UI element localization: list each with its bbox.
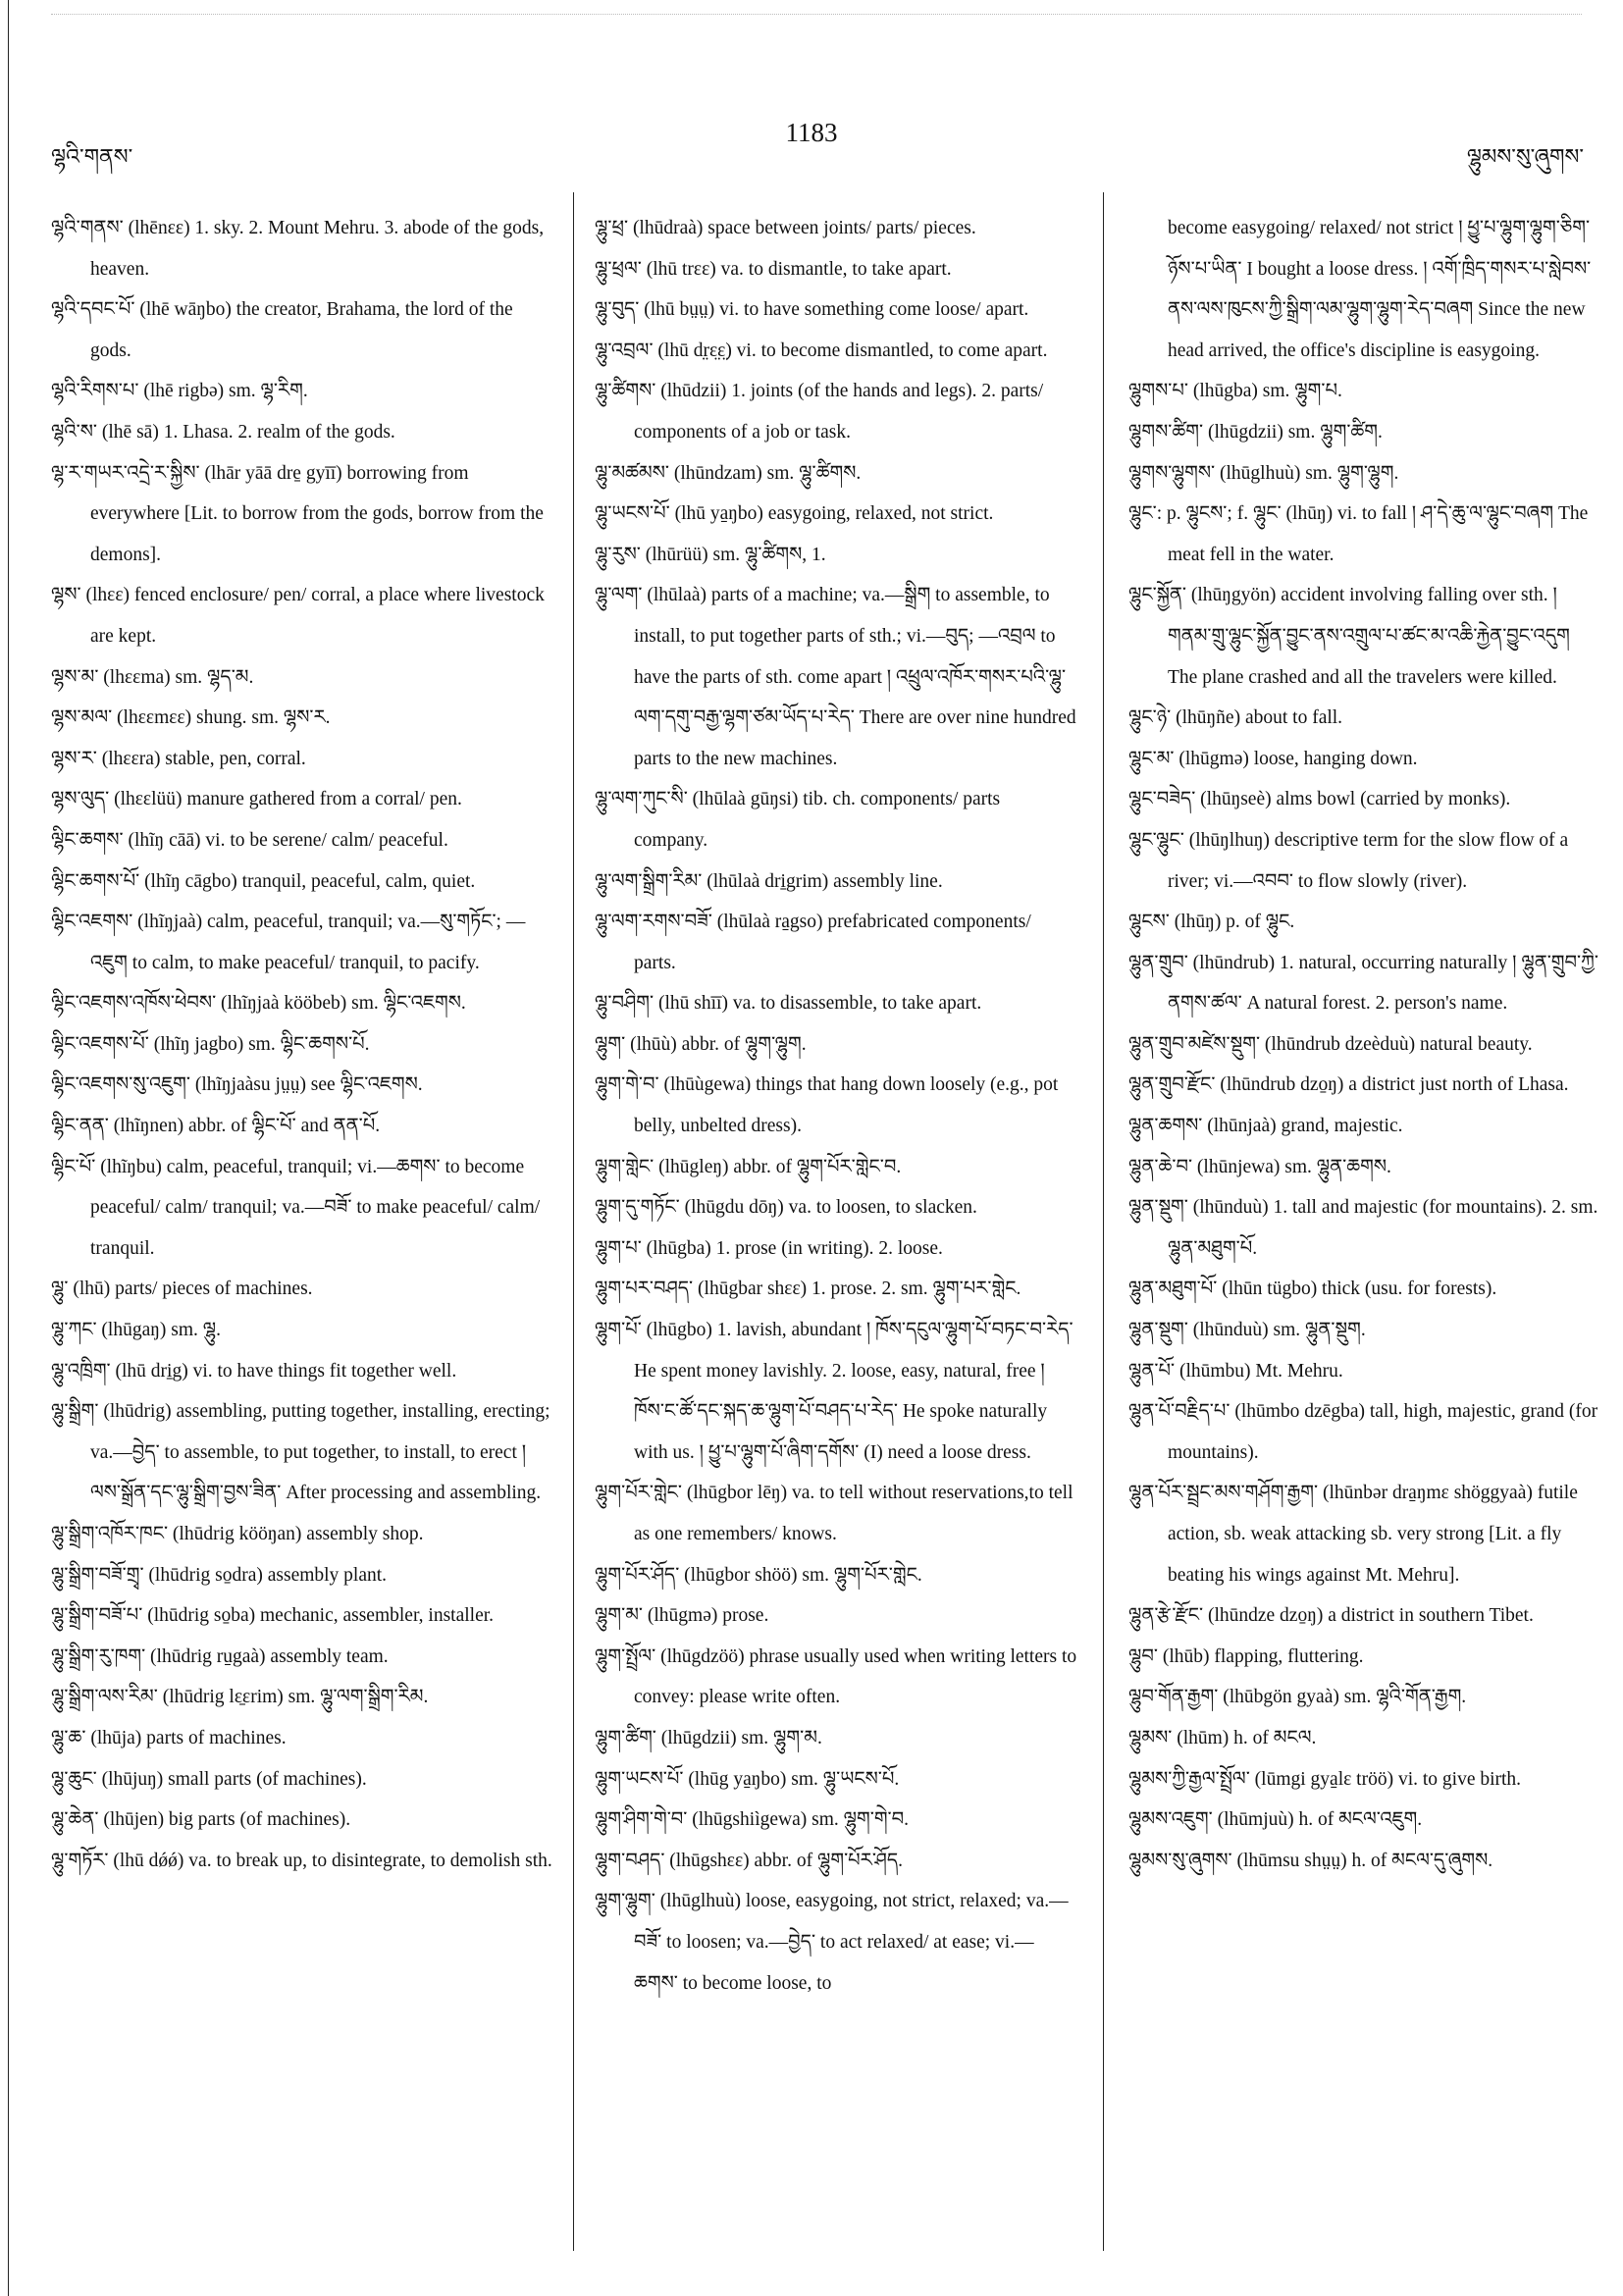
dictionary-entry: ལྷིང་འཇགས་འཁོས་ཕེབས་ (lhĩŋjaà kööbeb) sm. ལྷིང་འཇགས. — [51, 993, 466, 1015]
dictionary-entry: ལྷུག་མ་ (lhūgmə) prose. — [595, 1605, 769, 1627]
dictionary-entry: ལྷིང་པོ་ (lhĩŋbu) calm, peaceful, tranquil; vi.—ཆགས་ to become peaceful/ calm/ tranquil; va.—བཟོ་ to make peaceful/ calm/ tranquil. — [51, 1156, 541, 1259]
dictionary-entry: ལྷུག་ཤིག་གེ་བ་ (lhūgshiìgewa) sm. ལྷུག་གེ་བ. — [595, 1809, 910, 1831]
dictionary-entry: ལྷུ་ཆ་ (lhūja) parts of machines. — [51, 1727, 287, 1748]
dictionary-entry: ལྷིང་ཆགས་པོ་ (lhĩŋ cāgbo) tranquil, peaceful, calm, quiet. — [51, 870, 476, 892]
dictionary-entry: ལྷུ་ (lhū) parts/ pieces of machines. — [51, 1278, 313, 1300]
column-divider-1 — [573, 192, 574, 2251]
dictionary-entry: ལྷུན་གྲུབ་མཛེས་སྡུག་ (lhūndrub dzeèduù) natural beauty. — [1128, 1033, 1533, 1055]
running-head-right: ལྷུམས་སུ་ཞུགས་ — [1466, 144, 1584, 169]
dictionary-entry: ལྷུན་ཆེ་བ་ (lhūnjewa) sm. ལྷུན་ཆགས. — [1128, 1156, 1391, 1177]
dictionary-entry: ལྷུ་ཆུང་ (lhūjuŋ) small parts (of machines). — [51, 1768, 367, 1790]
dictionary-entry: ལྷུན་མཐུག་པོ་ (lhūn tügbo) thick (usu. for forests). — [1128, 1278, 1497, 1300]
dictionary-entry: ལྷུག་ཡངས་པོ་ (lhūg ya̱ŋbo) sm. ལྷུ་ཡངས་པོ. — [595, 1768, 900, 1790]
dictionary-entry: ལྷའི་དབང་པོ་ (lhē wāŋbo) the creator, Brahama, the lord of the gods. — [51, 299, 513, 361]
column-divider-2 — [1103, 192, 1104, 2251]
dictionary-entry: ལྷིང་ཆགས་ (lhĩŋ cāā) vi. to be serene/ calm/ peaceful. — [51, 829, 448, 851]
dictionary-entry: ལྷུམས་སུ་ཞུགས་ (lhūmsu shṳṳ) h. of མངལ་དུ་ཞུགས. — [1128, 1850, 1493, 1871]
dictionary-entry: ལྷུན་སྡུག་ (lhūnduù) sm. ལྷུན་སྡུག. — [1128, 1320, 1366, 1341]
dictionary-entry: ལྷུགས་པ་ (lhūgba) sm. ལྷུག་པ. — [1128, 381, 1342, 402]
dictionary-entry: ལྷིང་འཇགས་ (lhĩŋjaà) calm, peaceful, tranquil; va.—སུ་གཏོང་; —འཇུག to calm, to make peaceful/ tranquil, to pacify. — [51, 912, 526, 973]
dictionary-entry: ལྷུ་བཤིག་ (lhū shīī) va. to disassemble, to take apart. — [595, 993, 982, 1015]
dictionary-entry: ལྷུང་ལྷུང་ (lhūŋlhuŋ) descriptive term for the slow flow of a river; vi.—འབབ་ to flow slowly (river). — [1128, 829, 1569, 892]
dictionary-entry: ལྷུང་སྐྱོན་ (lhūŋgyön) accident involving falling over sth. ། གནམ་གྲུ་ལྷུང་སྐྱོན་བྱུང་ནས་འགྲུལ་པ་ཚང་མ་འཆི་རྐྱེན་བྱུང་འདུག The plane crashed and all the travelers were killed. — [1128, 585, 1570, 688]
dictionary-entry: ལྷས་ར་ (lhεεra) stable, pen, corral. — [51, 748, 306, 769]
dictionary-entry: ལྷུ་ཆེན་ (lhūjen) big parts (of machines). — [51, 1809, 351, 1831]
dictionary-entry: ལྷའི་རིགས་པ་ (lhē rigbə) sm. ལྷ་རིག. — [51, 381, 308, 402]
dictionary-entry: ལྷུབ་གོན་རྒྱག་ (lhūbgön gyaà) sm. ལྷའི་གོན་རྒྱག. — [1128, 1687, 1467, 1708]
dictionary-entry: ལྷ་ར་གཡར་འདྲེ་ར་སྐྱིས་ (lhār yāā dre̱ gyīī) borrowing from everywhere [Lit. to borrow from the gods, borrow from the demons]. — [51, 462, 544, 565]
dictionary-entry: ལྷུམས་འཇུག་ (lhūmjuù) h. of མངལ་འཇུག. — [1128, 1809, 1423, 1831]
dictionary-entry: become easygoing/ relaxed/ not strict ། ཕྱུ་པ་ལྷུག་ལྷུག་ཅིག་ཉོས་པ་ཡིན་ I bought a loose dress. ། འགོ་ཁྲིད་གསར་པ་སླེབས་ནས་ལས་ཁུངས་ཀྱི་སྒྲིག་ལམ་ལྷུག་ལྷུག་རེད་བཞག Since the new head arrived, the office's discipline is easygoing. — [1168, 218, 1592, 361]
dictionary-entry: ལྷུག་གླེང་ (lhūgleŋ) abbr. of ལྷུག་པོར་གླེང་བ. — [595, 1156, 902, 1177]
dictionary-entry: ལྷུག་པོར་གླེང་ (lhūgbor lēŋ) va. to tell without reservations,to tell as one remembers/ knows. — [595, 1483, 1073, 1544]
dictionary-entry: ལྷུག་པར་བཤད་ (lhūgbar shεε) 1. prose. 2. sm. ལྷུག་པར་གླེང. — [595, 1278, 1021, 1300]
dictionary-entry: ལྷུ་ཡངས་པོ་ (lhū ya̱ŋbo) easygoing, relaxed, not strict. — [595, 503, 994, 525]
dictionary-entry: ལྷུང་ཉེ་ (lhūŋñe) about to fall. — [1128, 707, 1343, 729]
dictionary-entry: ལྷིང་འཇགས་པོ་ (lhĩŋ jagbo) sm. ལྷིང་ཆགས་པོ. — [51, 1033, 370, 1055]
dictionary-entry: ལྷུ་བུད་ (lhū bṳṳ) vi. to have something come loose/ apart. — [595, 299, 1029, 321]
dictionary-entry: ལྷུ་ལག་རགས་བཟོ་ (lhūlaà ra̱gso) prefabricated components/ parts. — [595, 912, 1031, 973]
dictionary-entry: ལྷུག་པ་ (lhūgba) 1. prose (in writing). 2. loose. — [595, 1237, 943, 1259]
dictionary-entry: ལྷུག་སྤྲོལ་ (lhūgdzöö) phrase usually used when writing letters to convey: please write often. — [595, 1645, 1077, 1708]
dictionary-entry: ལྷུ་ཕྲ་ (lhūdraà) space between joints/ parts/ pieces. — [595, 218, 976, 238]
dictionary-entry: ལྷས་ (lhεε) fenced enclosure/ pen/ corral, a place where livestock are kept. — [51, 585, 545, 647]
dictionary-entry: ལྷུ་སྒྲིག་བཟོ་པ་ (lhūdrig so̱ba) mechanic, assembler, installer. — [51, 1605, 495, 1627]
dictionary-entry: ལྷུ་ཚིགས་ (lhūdzii) 1. joints (of the hands and legs). 2. parts/ components of a job or task. — [595, 381, 1044, 443]
column-1 — [51, 208, 553, 1881]
dictionary-entry: ལྷུག་ (lhūù) abbr. of ལྷུག་ལྷུག. — [595, 1033, 807, 1055]
dictionary-entry: ལྷུག་བཤད་ (lhūgshεε) abbr. of ལྷུག་པོར་ཤོད. — [595, 1850, 904, 1871]
dictionary-entry: ལྷུ་རུས་ (lhūrüü) sm. ལྷུ་ཚིགས, 1. — [595, 544, 826, 565]
dictionary-entry: ལྷུང་མ་ (lhūgmə) loose, hanging down. — [1128, 748, 1418, 769]
dictionary-entry: ལྷུག་དུ་གཏོང་ (lhūgdu dōŋ) va. to loosen, to slacken. — [595, 1197, 977, 1219]
dictionary-entry: ལྷུམས་ (lhūm) h. of མངལ. — [1128, 1727, 1317, 1748]
dictionary-entry: ལྷུག་ཚིག་ (lhūgdzii) sm. ལྷུག་མ. — [595, 1727, 822, 1748]
running-head-left: ལྷའི་གནས་ — [51, 144, 133, 169]
dictionary-entry: ལྷུག་པོ་ (lhūgbo) 1. lavish, abundant ། ཁོས་དངུལ་ལྷུག་པོ་བཏང་བ་རེད་ He spent money lavishly. 2. loose, easy, natural, free ། ཁོས་ང་ཚོ་དང་སྐད་ཆ་ལྷུག་པོ་བཤད་པ་རེད་ He spoke naturally with us. ། ཕྱུ་པ་ལྷུག་པོ་ཞིག་དགོས་ (I) need a loose dress. — [595, 1320, 1073, 1463]
dictionary-entry: ལྷུབ་ (lhūb) flapping, fluttering. — [1128, 1645, 1364, 1667]
dictionary-entry: ལྷུན་གྲུབ་ (lhūndrub) 1. natural, occurring naturally ། ལྷུན་གྲུབ་ཀྱི་ནགས་ཚལ་ A natural forest. 2. person's name. — [1128, 952, 1598, 1015]
dictionary-entry: ལྷུན་པོ་བརྗིད་པ་ (lhūmbo dzēgba) tall, high, majestic, grand (for mountains). — [1128, 1401, 1598, 1463]
dictionary-entry: ལྷུ་སྒྲིག་ (lhūdrig) assembling, putting together, installing, erecting; va.—བྱེད་ to assemble, to put together, to install, to erect ། ལས་སྒྲོན་དང་ལྷུ་སྒྲིག་བྱས་ཟིན་ After processing and assembling. — [51, 1401, 550, 1504]
dictionary-entry: ལྷུགས་ཚིག་ (lhūgdzii) sm. ལྷུག་ཚིག. — [1128, 421, 1383, 443]
dictionary-entry: ལྷུ་ལག་ (lhūlaà) parts of a machine; va.—སྒྲིག to assemble, to install, to put together parts of sth.; vi.—བུད; —འབྲལ to have the parts of sth. come apart ། འཕྲུལ་འཁོར་གསར་པའི་ལྷུ་ལག་དགུ་བརྒྱ་ལྷག་ཙམ་ཡོད་པ་རེད་ There are over nine hundred parts to the new machines. — [595, 585, 1076, 769]
dictionary-entry: ལྷས་ལུད་ (lhεεlüü) manure gathered from a corral/ pen. — [51, 789, 462, 810]
dictionary-entry: ལྷུ་ལག་སྒྲིག་རིམ་ (lhūlaà dri̱grim) assembly line. — [595, 870, 943, 892]
dictionary-entry: ལྷུག་ལྷུག་ (lhūglhuù) loose, easygoing, not strict, relaxed; va.—བཟོ་ to loosen; va.—བྱེད་ to act relaxed/ at ease; vi.—ཆགས་ to become loose, to — [595, 1891, 1069, 1994]
dictionary-entry: ལྷིང་འཇགས་སུ་འཇུག་ (lhĩŋjaàsu jṳṳ) see ལྷིང་འཇགས. — [51, 1074, 423, 1096]
dictionary-entry: ལྷུང་: p. ལྷུངས་; f. ལྷུང་ (lhūŋ) vi. to fall ། ཤ་དེ་ཆུ་ལ་ལྷུང་བཞག The meat fell in the water. — [1128, 503, 1589, 565]
dictionary-entry: ལྷུ་སྒྲིག་བཟོ་གྲྭ་ (lhūdrig so̱dra) assembly plant. — [51, 1564, 388, 1586]
dictionary-entry: ལྷུ་གཏོར་ (lhū dǿǿ) va. to break up, to disintegrate, to demolish sth. — [51, 1850, 552, 1871]
dictionary-entry: ལྷུ་འཁྲིག་ (lhū dri̱g) vi. to have things fit together well. — [51, 1360, 457, 1382]
dictionary-entry: ལྷུན་རྩེ་རྫོང་ (lhūndze dzo̱ŋ) a district in southern Tibet. — [1128, 1605, 1534, 1627]
scan-edge-line — [51, 14, 1582, 16]
dictionary-entry: ལྷའི་ས་ (lhē sā) 1. Lhasa. 2. realm of the gods. — [51, 421, 395, 443]
page-number: 1183 — [785, 118, 838, 147]
dictionary-entry: ལྷས་མལ་ (lhεεmεε) shung. sm. ལྷས་ར. — [51, 707, 331, 729]
dictionary-entry: ལྷས་མ་ (lhεεma) sm. ལྷད་མ. — [51, 666, 254, 688]
dictionary-entry: ལྷུ་ཀང་ (lhūgaŋ) sm. ལྷུ. — [51, 1320, 222, 1341]
dictionary-entry: ལྷུ་ཕྲལ་ (lhū trεε) va. to dismantle, to take apart. — [595, 258, 952, 280]
dictionary-entry: ལྷུགས་ལྷུགས་ (lhūglhuù) sm. ལྷུག་ལྷུག. — [1128, 462, 1399, 484]
dictionary-entry: ལྷུག་གེ་བ་ (lhūùgewa) things that hang down loosely (e.g., pot belly, unbelted dress). — [595, 1074, 1059, 1137]
dictionary-entry: ལྷུན་གྲུབ་རྫོང་ (lhūndrub dzo̱ŋ) a district just north of Lhasa. — [1128, 1074, 1569, 1096]
dictionary-entry: ལྷའི་གནས་ (lhēnεε) 1. sky. 2. Mount Mehru. 3. abode of the gods, heaven. — [51, 218, 545, 280]
dictionary-entry: ལྷུམས་ཀྱི་རྒྱལ་སྤྲོལ་ (lūmgi gya̱lε tröö) vi. to give birth. — [1128, 1768, 1522, 1790]
dictionary-entry: ལྷུ་འབྲལ་ (lhū dr̤ε̤ε̤) vi. to become dismantled, to come apart. — [595, 339, 1048, 361]
dictionary-entry: ལྷུ་སྒྲིག་འཁོར་ཁང་ (lhūdrig kööŋan) assembly shop. — [51, 1524, 424, 1544]
dictionary-entry: ལྷུ་ལག་ཀུང་སི་ (lhūlaà gūŋsi) tib. ch. components/ parts company. — [595, 789, 1001, 851]
dictionary-entry: ལྷུན་པོར་སྦྲང་མས་གཤོག་རྒྱག་ (lhūnbər dra̱ŋmε shöggyaà) futile action, sb. weak attacking sb. very strong [Lit. a fly beating his wings against Mt. Mehru]. — [1128, 1483, 1578, 1586]
dictionary-entry: ལྷིང་ནན་ (lhĩŋnen) abbr. of ལྷིང་པོ་ and ནན་པོ. — [51, 1116, 381, 1137]
column-2 — [595, 208, 1077, 2004]
column-3 — [1128, 208, 1599, 1881]
dictionary-entry: ལྷུན་པོ་ (lhūmbu) Mt. Mehru. — [1128, 1360, 1343, 1382]
left-margin-line — [8, 0, 9, 2296]
dictionary-entry: ལྷུ་སྒྲིག་ལས་རིམ་ (lhūdrig lε̱εrim) sm. ལྷུ་ལག་སྒྲིག་རིམ. — [51, 1687, 429, 1708]
dictionary-entry: ལྷུ་མཚམས་ (lhūndzam) sm. ལྷུ་ཚིགས. — [595, 462, 862, 484]
dictionary-entry: ལྷུན་ཆགས་ (lhūnjaà) grand, majestic. — [1128, 1116, 1403, 1137]
dictionary-entry: ལྷུ་སྒྲིག་རུ་ཁག་ (lhūdrig ru̱gaà) assembly team. — [51, 1645, 389, 1667]
dictionary-entry: ལྷུང་བཟེད་ (lhūŋseè) alms bowl (carried by monks). — [1128, 789, 1511, 810]
dictionary-entry: ལྷུན་སྡུག་ (lhūnduù) 1. tall and majestic (for mountains). 2. sm. ལྷུན་མཐུག་པོ. — [1128, 1197, 1598, 1259]
dictionary-entry: ལྷུག་པོར་ཤོད་ (lhūgbor shöö) sm. ལྷུག་པོར་གླེང. — [595, 1564, 922, 1586]
dictionary-entry: ལྷུངས་ (lhūŋ) p. of ལྷུང. — [1128, 912, 1295, 933]
